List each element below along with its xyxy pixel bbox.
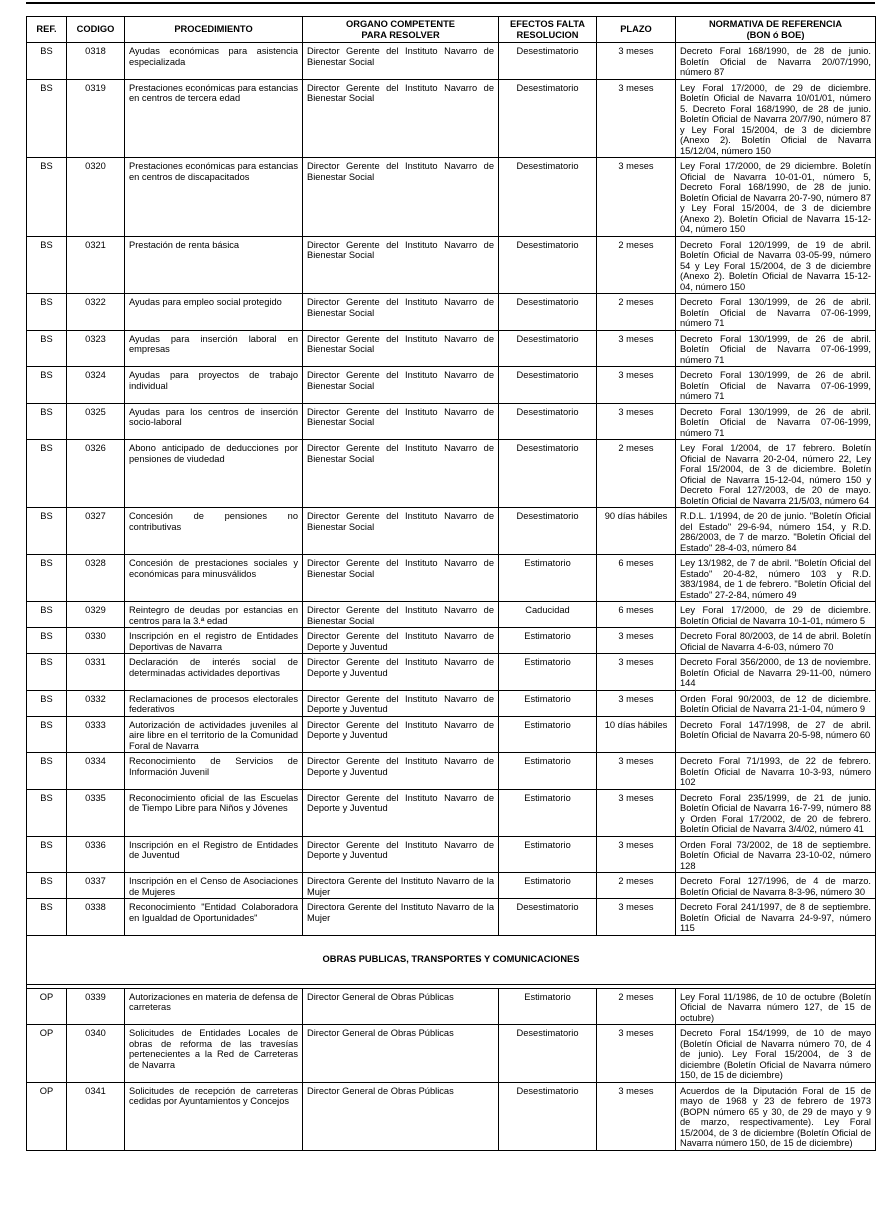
cell-efectos: Caducidad [499, 602, 597, 628]
cell-efectos: Estimatorio [499, 753, 597, 790]
cell-ref: BS [27, 873, 67, 899]
cell-normativa: Decreto Foral 168/1990, de 28 de junio. Boletín Oficial de Navarra 20/07/1990, número 87 [676, 43, 876, 80]
cell-normativa: Decreto Foral 127/1996, de 4 de marzo. Boletín Oficial de Navarra 8-3-96, número 30 [676, 873, 876, 899]
cell-efectos: Desestimatorio [499, 1082, 597, 1150]
cell-ref: BS [27, 602, 67, 628]
cell-normativa: Decreto Foral 235/1999, de 21 de junio. Boletín Oficial de Navarra 16-7-99, número 88 y Orden Foral 17/2002, de 20 de febrero. Boletín Oficial de Navarra 3/4/02, número 41 [676, 789, 876, 836]
cell-efectos: Desestimatorio [499, 330, 597, 367]
cell-normativa: Decreto Foral 356/2000, de 13 de noviembre. Boletín Oficial de Navarra 29-11-00, número 144 [676, 654, 876, 691]
cell-codigo: 0325 [67, 403, 125, 440]
cell-plazo: 3 meses [597, 654, 676, 691]
table-row [27, 789, 876, 836]
cell-efectos: Desestimatorio [499, 403, 597, 440]
cell-ref: OP [27, 1082, 67, 1150]
cell-codigo: 0326 [67, 440, 125, 508]
cell-plazo: 3 meses [597, 79, 676, 158]
obras-section-rows [27, 988, 876, 1150]
cell-organo: Director Gerente del Instituto Navarro de Bienestar Social [303, 236, 499, 294]
header-normativa-line1: NORMATIVA DE REFERENCIA [708, 19, 843, 29]
table-row [27, 508, 876, 555]
cell-efectos: Estimatorio [499, 789, 597, 836]
cell-codigo: 0331 [67, 654, 125, 691]
header-efectos-line2: RESOLUCION [516, 29, 579, 40]
table-row [27, 367, 876, 404]
table-row [27, 628, 876, 654]
cell-efectos: Estimatorio [499, 555, 597, 602]
table-row [27, 555, 876, 602]
cell-procedimiento: Ayudas para proyectos de trabajo individual [125, 367, 303, 404]
cell-normativa: Ley Foral 17/2000, de 29 de diciembre. Boletín Oficial de Navarra 10/01/01, número 5. Decreto Foral 168/1990, de 28 de junio. Boletín Oficial de Navarra 20/7/90, número 87 y Ley Foral 15/2004, de 3 de diciembre (Anexo 2). Boletín Oficial de Navarra 15/12/04, número 150 [676, 79, 876, 158]
table-row [27, 440, 876, 508]
cell-ref: BS [27, 508, 67, 555]
section-header [27, 935, 876, 988]
cell-ref: BS [27, 899, 67, 936]
cell-plazo: 3 meses [597, 1082, 676, 1150]
cell-normativa: Decreto Foral 147/1998, de 27 de abril. Boletín Oficial de Navarra 20-5-98, número 60 [676, 716, 876, 753]
header-organo-line1: ORGANO COMPETENTE [346, 19, 455, 29]
cell-procedimiento: Concesión de pensiones no contributivas [125, 508, 303, 555]
cell-organo: Director Gerente del Instituto Navarro de Bienestar Social [303, 158, 499, 237]
cell-codigo: 0329 [67, 602, 125, 628]
cell-codigo: 0323 [67, 330, 125, 367]
cell-plazo: 10 días hábiles [597, 716, 676, 753]
cell-organo: Director Gerente del Instituto Navarro de Bienestar Social [303, 367, 499, 404]
cell-codigo: 0330 [67, 628, 125, 654]
cell-ref: OP [27, 988, 67, 1025]
cell-ref: OP [27, 1025, 67, 1083]
cell-plazo: 6 meses [597, 555, 676, 602]
top-rule [26, 2, 875, 4]
cell-procedimiento: Autorizaciones en materia de defensa de carreteras [125, 988, 303, 1025]
table-row [27, 873, 876, 899]
cell-organo: Director General de Obras Públicas [303, 1082, 499, 1150]
cell-codigo: 0320 [67, 158, 125, 237]
cell-codigo: 0319 [67, 79, 125, 158]
cell-plazo: 3 meses [597, 899, 676, 936]
header-procedimiento: PROCEDIMIENTO [125, 17, 303, 43]
table-row [27, 1025, 876, 1083]
cell-ref: BS [27, 690, 67, 716]
cell-normativa: Decreto Foral 130/1999, de 26 de abril. Boletín Oficial de Navarra 07-06-1999, número 71 [676, 294, 876, 331]
cell-organo: Director Gerente del Instituto Navarro de Deporte y Juventud [303, 789, 499, 836]
cell-plazo: 2 meses [597, 988, 676, 1025]
table-row [27, 294, 876, 331]
cell-codigo: 0339 [67, 988, 125, 1025]
cell-efectos: Estimatorio [499, 988, 597, 1025]
cell-ref: BS [27, 367, 67, 404]
cell-ref: BS [27, 440, 67, 508]
table-row [27, 1082, 876, 1150]
cell-plazo: 3 meses [597, 158, 676, 237]
header-ref: REF. [27, 17, 67, 43]
table-row [27, 836, 876, 873]
cell-procedimiento: Prestaciones económicas para estancias en centros de discapacitados [125, 158, 303, 237]
cell-ref: BS [27, 654, 67, 691]
cell-codigo: 0327 [67, 508, 125, 555]
cell-procedimiento: Inscripción en el Registro de Entidades de Juventud [125, 836, 303, 873]
cell-ref: BS [27, 628, 67, 654]
header-normativa [676, 17, 876, 43]
cell-organo: Director Gerente del Instituto Navarro de Deporte y Juventud [303, 836, 499, 873]
cell-procedimiento: Reconocimiento oficial de las Escuelas de Tiempo Libre para Niños y Jóvenes [125, 789, 303, 836]
cell-plazo: 3 meses [597, 330, 676, 367]
cell-organo: Directora Gerente del Instituto Navarro de la Mujer [303, 899, 499, 936]
cell-procedimiento: Reintegro de deudas por estancias en centros para la 3.ª edad [125, 602, 303, 628]
cell-organo: Director Gerente del Instituto Navarro de Bienestar Social [303, 440, 499, 508]
cell-codigo: 0332 [67, 690, 125, 716]
cell-plazo: 2 meses [597, 294, 676, 331]
table-row [27, 988, 876, 1025]
header-efectos-line1: EFECTOS FALTA [510, 19, 585, 29]
table-row [27, 654, 876, 691]
cell-codigo: 0341 [67, 1082, 125, 1150]
cell-organo: Director Gerente del Instituto Navarro de Deporte y Juventud [303, 628, 499, 654]
cell-ref: BS [27, 236, 67, 294]
cell-organo: Director Gerente del Instituto Navarro de Deporte y Juventud [303, 690, 499, 716]
cell-organo: Director General de Obras Públicas [303, 988, 499, 1025]
cell-efectos: Desestimatorio [499, 236, 597, 294]
cell-procedimiento: Ayudas para inserción laboral en empresas [125, 330, 303, 367]
cell-efectos: Estimatorio [499, 873, 597, 899]
cell-efectos: Estimatorio [499, 836, 597, 873]
cell-organo: Director Gerente del Instituto Navarro de Bienestar Social [303, 403, 499, 440]
cell-ref: BS [27, 753, 67, 790]
cell-codigo: 0322 [67, 294, 125, 331]
cell-efectos: Desestimatorio [499, 508, 597, 555]
cell-efectos: Desestimatorio [499, 294, 597, 331]
cell-normativa: Decreto Foral 120/1999, de 19 de abril. Boletín Oficial de Navarra 03-05-99, número 54 y Ley Foral 15/2004, de 3 de diciembre (Anexo 2). Boletín Oficial de Navarra 15-12-04, número 150 [676, 236, 876, 294]
cell-ref: BS [27, 789, 67, 836]
cell-normativa: Decreto Foral 241/1997, de 8 de septiembre. Boletín Oficial de Navarra 24-9-97, número 115 [676, 899, 876, 936]
cell-procedimiento: Solicitudes de recepción de carreteras cedidas por Ayuntamientos y Concejos [125, 1082, 303, 1150]
header-plazo: PLAZO [597, 17, 676, 43]
cell-ref: BS [27, 294, 67, 331]
cell-organo: Director Gerente del Instituto Navarro de Bienestar Social [303, 294, 499, 331]
cell-normativa: Decreto Foral 130/1999, de 26 de abril. Boletín Oficial de Navarra 07-06-1999, número 71 [676, 367, 876, 404]
cell-procedimiento: Abono anticipado de deducciones por pensiones de viudedad [125, 440, 303, 508]
cell-codigo: 0328 [67, 555, 125, 602]
table-row [27, 236, 876, 294]
cell-codigo: 0338 [67, 899, 125, 936]
cell-codigo: 0337 [67, 873, 125, 899]
cell-procedimiento: Declaración de interés social de determinadas actividades deportivas [125, 654, 303, 691]
cell-normativa: Orden Foral 90/2003, de 12 de diciembre. Boletín Oficial de Navarra 21-1-04, número 9 [676, 690, 876, 716]
cell-procedimiento: Reclamaciones de procesos electorales federativos [125, 690, 303, 716]
cell-plazo: 3 meses [597, 690, 676, 716]
cell-plazo: 3 meses [597, 628, 676, 654]
bienestar-section-rows [27, 43, 876, 936]
cell-procedimiento: Autorización de actividades juveniles al aire libre en el territorio de la Comunidad Foral de Navarra [125, 716, 303, 753]
cell-procedimiento: Reconocimiento "Entidad Colaboradora en Igualdad de Oportunidades" [125, 899, 303, 936]
section-title: OBRAS PUBLICAS, TRANSPORTES Y COMUNICACIONES [27, 935, 876, 984]
cell-procedimiento: Reconocimiento de Servicios de Información Juvenil [125, 753, 303, 790]
cell-procedimiento: Concesión de prestaciones sociales y económicas para minusválidos [125, 555, 303, 602]
cell-ref: BS [27, 330, 67, 367]
cell-plazo: 3 meses [597, 789, 676, 836]
cell-normativa: Decreto Foral 130/1999, de 26 de abril. Boletín Oficial de Navarra 07-06-1999, número 71 [676, 330, 876, 367]
cell-ref: BS [27, 79, 67, 158]
header-efectos [499, 17, 597, 43]
cell-efectos: Desestimatorio [499, 440, 597, 508]
cell-organo: Directora Gerente del Instituto Navarro de la Mujer [303, 873, 499, 899]
cell-normativa: Ley Foral 1/2004, de 17 febrero. Boletín Oficial de Navarra 20-2-04, número 22, Ley Foral 15/2004, de 3 de diciembre. Boletín Oficial de Navarra 15-12-04, número 150 y Decreto Foral 127/2003, de 20 de mayo. Boletín Oficial de Navarra 21/5/03, número 64 [676, 440, 876, 508]
cell-procedimiento: Inscripción en el registro de Entidades Deportivas de Navarra [125, 628, 303, 654]
cell-normativa: Orden Foral 73/2002, de 18 de septiembre. Boletín Oficial de Navarra 23-10-02, número 128 [676, 836, 876, 873]
cell-efectos: Desestimatorio [499, 899, 597, 936]
cell-normativa: Ley Foral 17/2000, de 29 diciembre. Boletín Oficial de Navarra 10-01-01, número 5, Decreto Foral 168/1990, de 28 de junio. Boletín Oficial de Navarra 20-7-90, número 87 y Ley Foral 15/2004, de 3 de diciembre (Anexo 2). Boletín Oficial de Navarra 15-12-04, número 150 [676, 158, 876, 237]
cell-plazo: 2 meses [597, 236, 676, 294]
cell-ref: BS [27, 158, 67, 237]
header-organo [303, 17, 499, 43]
table-row [27, 716, 876, 753]
table-row [27, 158, 876, 237]
cell-organo: Director General de Obras Públicas [303, 1025, 499, 1083]
cell-codigo: 0335 [67, 789, 125, 836]
cell-ref: BS [27, 403, 67, 440]
cell-plazo: 6 meses [597, 602, 676, 628]
cell-normativa: Decreto Foral 154/1999, de 10 de mayo (Boletín Oficial de Navarra número 70, de 4 de junio). Ley Foral 15/2004, de 3 de diciembre (Boletín Oficial de Navarra número 150, de 15 de diciembre) [676, 1025, 876, 1083]
cell-procedimiento: Ayudas para empleo social protegido [125, 294, 303, 331]
cell-plazo: 90 días hábiles [597, 508, 676, 555]
cell-plazo: 2 meses [597, 873, 676, 899]
procedures-table [26, 16, 876, 1151]
cell-organo: Director Gerente del Instituto Navarro de Bienestar Social [303, 79, 499, 158]
cell-procedimiento: Ayudas para los centros de inserción socio-laboral [125, 403, 303, 440]
cell-organo: Director Gerente del Instituto Navarro de Deporte y Juventud [303, 753, 499, 790]
cell-efectos: Desestimatorio [499, 43, 597, 80]
cell-procedimiento: Inscripción en el Censo de Asociaciones de Mujeres [125, 873, 303, 899]
cell-normativa: Ley Foral 11/1986, de 10 de octubre (Boletín Oficial de Navarra número 127, de 15 de octubre) [676, 988, 876, 1025]
cell-codigo: 0333 [67, 716, 125, 753]
cell-codigo: 0321 [67, 236, 125, 294]
cell-plazo: 3 meses [597, 1025, 676, 1083]
cell-procedimiento: Ayudas económicas para asistencia especializada [125, 43, 303, 80]
cell-codigo: 0336 [67, 836, 125, 873]
section-title-row [27, 935, 876, 984]
cell-ref: BS [27, 555, 67, 602]
cell-plazo: 3 meses [597, 367, 676, 404]
table-row [27, 753, 876, 790]
cell-efectos: Desestimatorio [499, 79, 597, 158]
cell-efectos: Desestimatorio [499, 1025, 597, 1083]
cell-organo: Director Gerente del Instituto Navarro de Bienestar Social [303, 508, 499, 555]
cell-plazo: 3 meses [597, 403, 676, 440]
cell-efectos: Desestimatorio [499, 367, 597, 404]
cell-normativa: Decreto Foral 80/2003, de 14 de abril. Boletín Oficial de Navarra 4-6-03, número 70 [676, 628, 876, 654]
cell-normativa: Decreto Foral 130/1999, de 26 de abril. Boletín Oficial de Navarra 07-06-1999, número 71 [676, 403, 876, 440]
cell-normativa: R.D.L. 1/1994, de 20 de junio. "Boletín Oficial del Estado" 29-6-94, número 154, y R.D. 286/2003, de 7 de marzo. "Boletín Oficial del Estado" 28-4-03, número 84 [676, 508, 876, 555]
cell-procedimiento: Prestación de renta básica [125, 236, 303, 294]
table-row [27, 330, 876, 367]
cell-efectos: Desestimatorio [499, 158, 597, 237]
table-row [27, 899, 876, 936]
cell-efectos: Estimatorio [499, 690, 597, 716]
header-row [27, 17, 876, 43]
header-codigo: CODIGO [67, 17, 125, 43]
cell-codigo: 0318 [67, 43, 125, 80]
cell-organo: Director Gerente del Instituto Navarro de Deporte y Juventud [303, 716, 499, 753]
cell-codigo: 0334 [67, 753, 125, 790]
cell-organo: Director Gerente del Instituto Navarro de Bienestar Social [303, 330, 499, 367]
cell-plazo: 2 meses [597, 440, 676, 508]
cell-plazo: 3 meses [597, 43, 676, 80]
cell-procedimiento: Prestaciones económicas para estancias en centros de tercera edad [125, 79, 303, 158]
header-organo-line2: PARA RESOLVER [361, 29, 440, 40]
cell-codigo: 0324 [67, 367, 125, 404]
cell-organo: Director Gerente del Instituto Navarro de Bienestar Social [303, 555, 499, 602]
cell-ref: BS [27, 836, 67, 873]
cell-organo: Director Gerente del Instituto Navarro de Bienestar Social [303, 602, 499, 628]
table-row [27, 79, 876, 158]
cell-codigo: 0340 [67, 1025, 125, 1083]
table-row [27, 690, 876, 716]
cell-efectos: Estimatorio [499, 628, 597, 654]
table-row [27, 602, 876, 628]
header-normativa-line2: (BON ó BOE) [746, 29, 805, 40]
cell-organo: Director Gerente del Instituto Navarro de Deporte y Juventud [303, 654, 499, 691]
cell-ref: BS [27, 43, 67, 80]
cell-normativa: Ley Foral 17/2000, de 29 de diciembre. Boletín Oficial de Navarra 10-1-01, número 5 [676, 602, 876, 628]
cell-procedimiento: Solicitudes de Entidades Locales de obras de reforma de las travesías pertenecientes a la Red de Carreteras de Navarra [125, 1025, 303, 1083]
cell-efectos: Estimatorio [499, 654, 597, 691]
cell-ref: BS [27, 716, 67, 753]
cell-plazo: 3 meses [597, 753, 676, 790]
cell-organo: Director Gerente del Instituto Navarro de Bienestar Social [303, 43, 499, 80]
cell-normativa: Decreto Foral 71/1993, de 22 de febrero. Boletín Oficial de Navarra 10-3-93, número 102 [676, 753, 876, 790]
cell-normativa: Acuerdos de la Diputación Foral de 15 de mayo de 1968 y 23 de febrero de 1973 (BOPN número 65 y 30, de 29 de mayo y 9 de marzo, respectivamente). Ley Foral 15/2004, de 3 de diciembre (Boletín Oficial de Navarra número 150, de 15 de diciembre) [676, 1082, 876, 1150]
table-row [27, 403, 876, 440]
cell-plazo: 3 meses [597, 836, 676, 873]
cell-normativa: Ley 13/1982, de 7 de abril. "Boletín Oficial del Estado" 20-4-82, número 103 y R.D. 383/1984, de 1 de febrero. "Boletín Oficial del Estado" 27-2-84, número 49 [676, 555, 876, 602]
table-row [27, 43, 876, 80]
cell-efectos: Estimatorio [499, 716, 597, 753]
